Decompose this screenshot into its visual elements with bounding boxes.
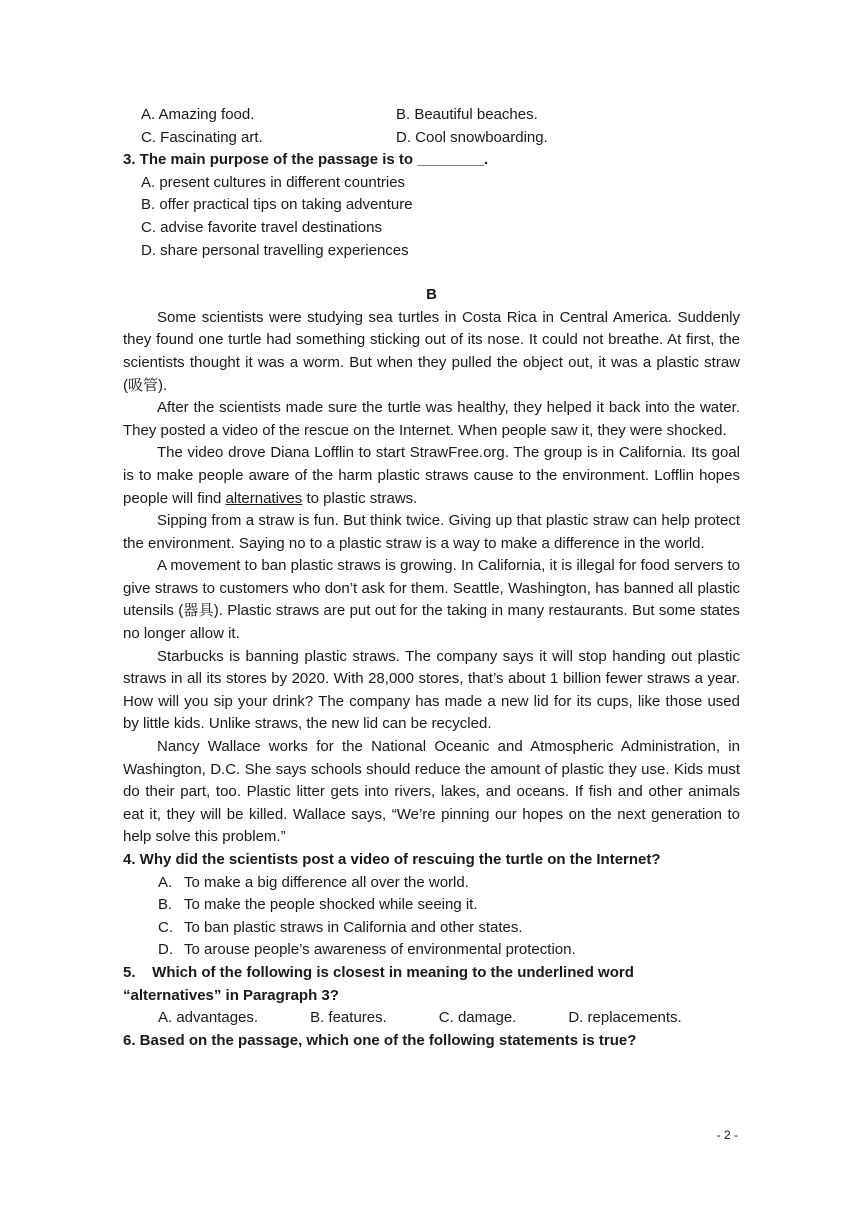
q3-option-d: D. share personal travelling experiences xyxy=(141,241,409,259)
q4-option-b-text: To make the people shocked while seeing it. xyxy=(184,896,478,914)
q4-option-d xyxy=(123,939,740,962)
q4-option-a-label: A. xyxy=(158,873,173,891)
q5-option-a: A. advantages. xyxy=(158,1009,259,1027)
q2-options-row-2 xyxy=(123,127,740,150)
q4-option-c-label: C. xyxy=(158,918,173,936)
q4-option-b-label: B. xyxy=(158,896,173,914)
q5-options xyxy=(123,1007,740,1030)
paragraph-3-text-before: The video drove Diana Lofflin to start StrawFree.org. The group is in California. Its goal is to make people aware of the harm plastic straws cause to the environment. Lofflin hopes people will find xyxy=(123,444,740,507)
section-title: B xyxy=(426,286,437,304)
q2-options-row-1 xyxy=(123,104,740,127)
q3-option-b: B. offer practical tips on taking adventure xyxy=(141,196,413,214)
q3-option-c: C. advise favorite travel destinations xyxy=(141,218,382,236)
q4-option-d-text: To arouse people’s awareness of environmental protection. xyxy=(184,941,576,959)
paragraph-7: Nancy Wallace works for the National Oceanic and Atmospheric Administration, in Washington, D.C. She says schools should reduce the amount of plastic they use. Kids must do their part, too. Plastic litter gets into rivers, lakes, and oceans. If fish and other animals eat it, they will be killed. Wallace says, “We’re pinning our hopes on the next generation to help solve this problem.” xyxy=(123,738,740,846)
q6-stem: 6. Based on the passage, which one of the following statements is true? xyxy=(123,1031,637,1049)
paragraph-2: After the scientists made sure the turtle was healthy, they helped it back into the water. They posted a video of the rescue on the Internet. When people saw it, they were shocked. xyxy=(123,399,740,439)
q5-stem-line-1: 5. Which of the following is closest in meaning to the underlined word xyxy=(123,963,634,981)
q5-option-d: D. replacements. xyxy=(568,1009,682,1027)
paragraph-4: Sipping from a straw is fun. But think twice. Giving up that plastic straw can help protect the environment. Saying no to a plastic straw is a way to make a difference in the world. xyxy=(123,512,740,552)
paragraph-3 xyxy=(123,442,740,510)
q5-option-c: C. damage. xyxy=(438,1009,517,1027)
paragraph-3-text-after: to plastic straws. xyxy=(302,489,418,507)
q4-stem: 4. Why did the scientists post a video of rescuing the turtle on the Internet? xyxy=(123,851,661,868)
paragraph-6: Starbucks is banning plastic straws. The company says it will stop handing out plastic straws in all its stores by 2020. With 28,000 stores, that’s about 1 billion fewer straws a year. How will you sip your drink? The company has made a new lid for its cups, like those used by little kids. Unlike straws, the new lid can be recycled. xyxy=(123,647,740,733)
q3-stem: 3. The main purpose of the passage is to ________. xyxy=(123,151,489,169)
underlined-word-alternatives: alternatives xyxy=(225,489,303,507)
q4-option-a xyxy=(123,872,740,895)
q4-option-a-text: To make a big difference all over the world. xyxy=(184,873,469,891)
q2-option-c: C. Fascinating art. xyxy=(141,128,263,146)
q4-option-c xyxy=(123,917,740,940)
q2-option-b: B. Beautiful beaches. xyxy=(396,106,538,123)
q3-option-a: A. present cultures in different countries xyxy=(141,173,406,191)
q2-option-d: D. Cool snowboarding. xyxy=(396,128,548,146)
q5-stem-line-2: “alternatives” in Paragraph 3? xyxy=(123,986,339,1004)
document-page xyxy=(123,104,740,1052)
page-number: - 2 - xyxy=(716,1128,738,1142)
paragraph-1: Some scientists were studying sea turtles in Costa Rica in Central America. Suddenly they found one turtle had something sticking out of its nose. It could not breathe. At first, the scientists thought it was a worm. But when they pulled the object out, it was a plastic straw (吸管). xyxy=(123,308,740,394)
q5-option-b: B. features. xyxy=(310,1009,387,1027)
paragraph-5: A movement to ban plastic straws is growing. In California, it is illegal for food servers to give straws to customers who don’t ask for them. Seattle, Washington, has banned all plastic utensils (器具). Plastic straws are put out for the taking in many restaurants. But some states no longer allow it. xyxy=(123,557,740,643)
q4-option-d-label: D. xyxy=(158,941,173,959)
q4-option-c-text: To ban plastic straws in California and other states. xyxy=(184,918,523,936)
q2-option-a: A. Amazing food. xyxy=(141,106,255,123)
q4-option-b xyxy=(123,894,740,917)
